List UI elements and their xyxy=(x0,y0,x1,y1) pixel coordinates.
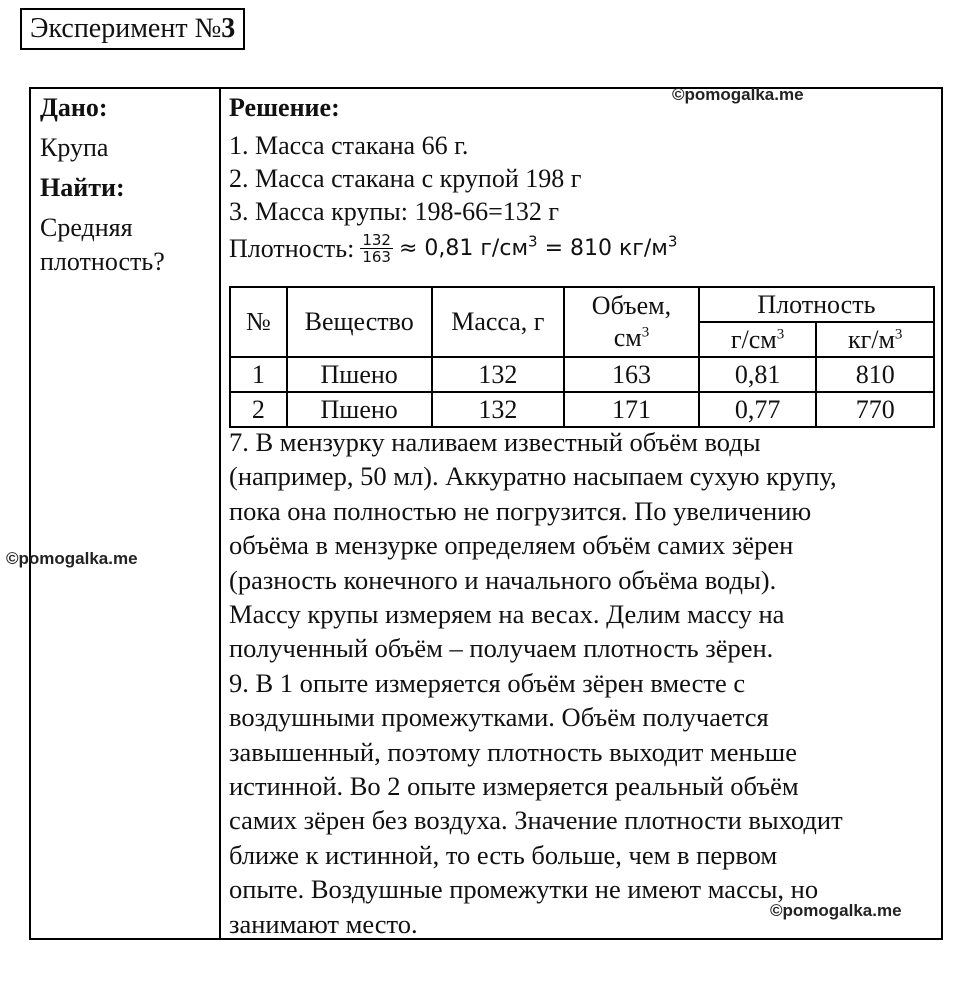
cube-sup: 3 xyxy=(528,232,538,251)
table-row xyxy=(230,392,934,427)
density-kg-text: = 810 кг/м xyxy=(537,235,668,261)
row2-substance: Пшено xyxy=(287,392,432,427)
title-prefix: Эксперимент № xyxy=(30,13,222,44)
find-label: Найти: xyxy=(40,173,125,202)
p9-line: самих зёрен без воздуха. Значение плотности выходит xyxy=(229,805,843,836)
p9-line: ближе к истинной, то есть больше, чем в первом xyxy=(229,839,778,870)
density-fraction xyxy=(360,232,393,265)
density-approx-text: ≈ 0,81 г/см xyxy=(398,235,529,261)
p7-line: (разность конечного и начального объёма воды). xyxy=(229,564,777,595)
p7-line: пока она полностью не погрузится. По увеличению xyxy=(229,495,812,526)
density-value xyxy=(399,232,677,265)
cube-sup: 3 xyxy=(894,325,903,342)
header-substance: Вещество xyxy=(287,287,432,357)
row2-density-kg: 770 xyxy=(816,392,934,427)
unit2-text: кг/м xyxy=(847,324,895,354)
header-mass: Масса, г xyxy=(432,287,565,357)
row2-volume: 171 xyxy=(564,392,699,427)
fraction-numerator: 132 xyxy=(362,230,391,249)
step-3: 3. Масса крупы: 198-66=132 г xyxy=(229,197,559,226)
experiment-title xyxy=(20,8,245,50)
fraction-denominator: 163 xyxy=(362,247,391,266)
p9-line: опыте. Воздушные промежутки не имеют массы, но xyxy=(229,874,819,905)
row1-mass: 132 xyxy=(432,357,565,392)
solution-frame xyxy=(29,87,943,940)
row1-density-g: 0,81 xyxy=(699,357,817,392)
header-volume-line1: Объем, xyxy=(591,291,672,320)
measurements-table xyxy=(229,286,935,428)
table-header-row xyxy=(230,287,934,322)
row1-volume: 163 xyxy=(564,357,699,392)
p7-line: объёма в мензурке определяем объём самих зёрен xyxy=(229,530,794,561)
row1-num: 1 xyxy=(230,357,287,392)
density-label: Плотность: xyxy=(229,233,355,263)
find-value-line2: плотность? xyxy=(40,247,165,276)
step-2: 2. Масса стакана с крупой 198 г xyxy=(229,164,582,193)
given-label: Дано: xyxy=(40,93,108,122)
row2-num: 2 xyxy=(230,392,287,427)
header-volume xyxy=(564,287,699,357)
watermark-left: ©pomogalka.me xyxy=(6,549,138,568)
unit1-text: г/см xyxy=(730,324,777,354)
watermark-top: ©pomogalka.me xyxy=(672,85,804,104)
p9-line: завышенный, поэтому плотность выходит меньше xyxy=(229,736,797,767)
p7-line: 7. В мензурку наливаем известный объём воды xyxy=(229,427,761,457)
cube-sup: 3 xyxy=(667,232,678,251)
solution-label: Решение: xyxy=(229,93,340,122)
given-value: Крупа xyxy=(40,133,109,162)
given-column xyxy=(40,89,216,279)
cube-sup: 3 xyxy=(776,325,785,342)
find-value-line1: Средняя xyxy=(40,213,133,242)
step-1: 1. Масса стакана 66 г. xyxy=(229,131,469,160)
p7-line: полученный объём – получаем плотность зёрен. xyxy=(229,633,774,664)
header-num: № xyxy=(230,287,287,357)
header-volume-line2: см xyxy=(613,323,642,352)
table-row xyxy=(230,357,934,392)
p9-line: 9. В 1 опыте измеряется объём зёрен вместе с xyxy=(229,667,746,698)
column-divider xyxy=(219,89,221,938)
watermark-bottom: ©pomogalka.me xyxy=(770,901,902,920)
explanation-text xyxy=(229,425,935,941)
density-formula xyxy=(229,228,935,268)
cube-sup: 3 xyxy=(641,324,650,341)
p7-line: (например, 50 мл). Аккуратно насыпаем сухую крупу, xyxy=(229,461,837,492)
title-number: 3 xyxy=(221,13,236,44)
header-density-unit1 xyxy=(699,322,817,357)
header-density: Плотность xyxy=(699,287,934,322)
p9-line: воздушными промежутками. Объём получается xyxy=(229,702,769,733)
row1-substance: Пшено xyxy=(287,357,432,392)
row2-mass: 132 xyxy=(432,392,565,427)
p9-line: истинной. Во 2 опыте измеряется реальный объём xyxy=(229,771,799,802)
header-density-unit2 xyxy=(816,322,934,357)
row1-density-kg: 810 xyxy=(816,357,934,392)
p9-line: занимают место. xyxy=(229,908,418,939)
p7-line: Массу крупы измеряем на весах. Делим массу на xyxy=(229,599,785,630)
row2-density-g: 0,77 xyxy=(699,392,817,427)
